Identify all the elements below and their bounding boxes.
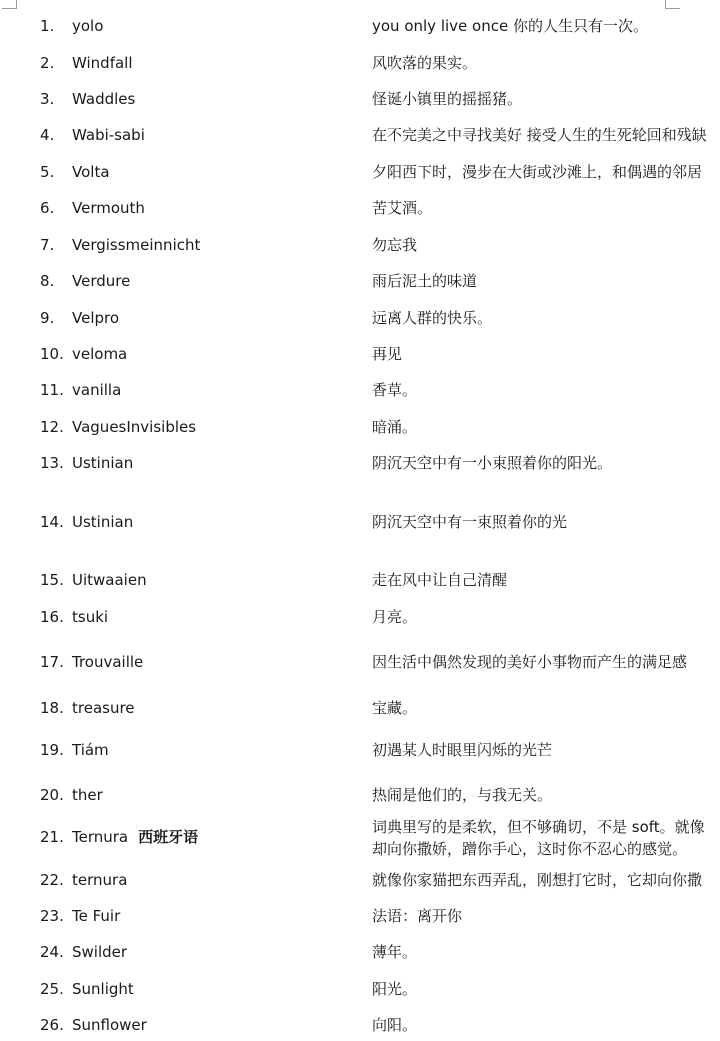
- definition-line: 阳光。: [372, 980, 418, 998]
- item-number: 2.: [40, 54, 55, 72]
- item-word: [72, 570, 147, 590]
- item-number: 14.: [40, 513, 64, 531]
- item-definition: [372, 380, 720, 400]
- word-text: Vergissmeinnicht: [72, 236, 201, 254]
- word-text: Volta: [72, 163, 110, 181]
- item-word: [72, 380, 121, 400]
- definition-line: 宝藏。: [372, 699, 418, 717]
- definition-line: 热闹是他们的，与我无关。: [372, 786, 553, 804]
- item-number: 22.: [40, 871, 64, 889]
- item-word: [72, 417, 196, 437]
- word-text: treasure: [72, 699, 135, 717]
- item-definition: [372, 607, 720, 627]
- word-text: Te Fuir: [72, 907, 121, 925]
- item-definition: [372, 740, 720, 760]
- item-definition: [372, 942, 720, 962]
- word-text: Ternura: [72, 828, 129, 846]
- item-definition: [372, 816, 720, 860]
- word-text: ther: [72, 786, 103, 804]
- item-number: 18.: [40, 699, 64, 717]
- item-word: [72, 698, 135, 718]
- item-definition: [372, 53, 720, 73]
- item-definition: [372, 512, 720, 532]
- definition-line: 勿忘我: [372, 236, 418, 254]
- item-word: [72, 942, 127, 962]
- item-word: [72, 827, 198, 847]
- item-word: [72, 906, 120, 926]
- item-word: [72, 271, 130, 291]
- item-number: 25.: [40, 980, 64, 998]
- definition-line: 向阳。: [372, 1016, 418, 1034]
- word-text: Ustinian: [72, 513, 134, 531]
- definition-line: 法语：离开你: [372, 907, 463, 925]
- item-definition: [372, 308, 720, 328]
- item-number: 15.: [40, 571, 64, 589]
- item-definition: [372, 162, 720, 182]
- definition-line: 苦艾酒。: [372, 199, 433, 217]
- item-definition: [372, 1015, 720, 1035]
- item-number: 19.: [40, 741, 64, 759]
- definition-line: 却向你撒娇，蹭你手心，这时你不忍心的感觉。: [372, 840, 688, 858]
- item-definition: [372, 344, 720, 364]
- item-number: 24.: [40, 943, 64, 961]
- item-definition: [372, 235, 720, 255]
- item-definition: [372, 198, 720, 218]
- item-definition: [372, 271, 720, 291]
- definition-line: you only live once 你的人生只有一次。: [372, 17, 648, 35]
- item-definition: [372, 698, 720, 718]
- item-number: 16.: [40, 608, 64, 626]
- item-word: [72, 308, 119, 328]
- item-definition: [372, 125, 720, 145]
- word-text: Ustinian: [72, 454, 134, 472]
- item-word: [72, 235, 200, 255]
- definition-line: 雨后泥土的味道: [372, 272, 478, 290]
- word-text: Uitwaaien: [72, 571, 147, 589]
- word-text: Tiám: [72, 741, 109, 759]
- item-definition: [372, 453, 720, 473]
- item-definition: [372, 652, 720, 672]
- item-number: 8.: [40, 272, 55, 290]
- item-word: [72, 453, 133, 473]
- page-corner-mark: [665, 0, 680, 9]
- item-number: 23.: [40, 907, 64, 925]
- definition-line: 远离人群的快乐。: [372, 309, 493, 327]
- word-text: Sunflower: [72, 1016, 147, 1034]
- item-number: 7.: [40, 236, 55, 254]
- item-number: 20.: [40, 786, 64, 804]
- word-text: ternura: [72, 871, 128, 889]
- definition-line: 风吹落的果实。: [372, 54, 478, 72]
- definition-line: 再见: [372, 345, 403, 363]
- item-word: [72, 198, 145, 218]
- item-number: 9.: [40, 309, 55, 327]
- item-definition: [372, 570, 720, 590]
- item-word: [72, 162, 110, 182]
- item-definition: [372, 906, 720, 926]
- word-text: Swilder: [72, 943, 128, 961]
- word-text: veloma: [72, 345, 128, 363]
- item-word: [72, 652, 143, 672]
- item-number: 21.: [40, 828, 64, 846]
- word-text: Vermouth: [72, 199, 145, 217]
- definition-line: 月亮。: [372, 608, 418, 626]
- item-number: 1.: [40, 17, 55, 35]
- item-word: [72, 785, 103, 805]
- language-tag: 西班牙语: [138, 828, 199, 846]
- item-word: [72, 1015, 147, 1035]
- definition-line: 阴沉天空中有一小束照着你的阳光。: [372, 454, 613, 472]
- item-number: 5.: [40, 163, 55, 181]
- definition-line: 暗涌。: [372, 418, 418, 436]
- item-word: [72, 870, 127, 890]
- definition-line: 阴沉天空中有一束照着你的光: [372, 513, 568, 531]
- item-word: [72, 125, 145, 145]
- definition-line: 初遇某人时眼里闪烁的光芒: [372, 741, 553, 759]
- item-number: 12.: [40, 418, 64, 436]
- word-text: Trouvaille: [72, 653, 144, 671]
- item-number: 3.: [40, 90, 55, 108]
- definition-line: 夕阳西下时，漫步在大街或沙滩上，和偶遇的邻居: [372, 163, 703, 181]
- item-word: [72, 512, 133, 532]
- item-number: 11.: [40, 381, 64, 399]
- word-text: Waddles: [72, 90, 136, 108]
- word-text: Wabi-sabi: [72, 126, 145, 144]
- item-number: 6.: [40, 199, 55, 217]
- item-word: [72, 53, 133, 73]
- page-corner-mark: [2, 0, 17, 9]
- item-word: [72, 979, 134, 999]
- word-text: VaguesInvisibles: [72, 418, 197, 436]
- item-definition: [372, 16, 720, 36]
- definition-line: 香草。: [372, 381, 418, 399]
- item-number: 4.: [40, 126, 55, 144]
- item-number: 13.: [40, 454, 64, 472]
- definition-line: 词典里写的是柔软，但不够确切，不是 soft。就像: [372, 818, 705, 836]
- item-number: 17.: [40, 653, 64, 671]
- definition-line: 就像你家猫把东西弄乱，刚想打它时，它却向你撒: [372, 871, 703, 889]
- item-definition: [372, 417, 720, 437]
- item-definition: [372, 979, 720, 999]
- word-text: vanilla: [72, 381, 122, 399]
- item-word: [72, 740, 109, 760]
- word-text: Verdure: [72, 272, 131, 290]
- item-word: [72, 89, 135, 109]
- definition-line: 走在风中让自己清醒: [372, 571, 508, 589]
- item-word: [72, 607, 108, 627]
- definition-line: 在不完美之中寻找美好 接受人生的生死轮回和残缺: [372, 126, 707, 144]
- item-word: [72, 16, 103, 36]
- item-definition: [372, 785, 720, 805]
- item-word: [72, 344, 127, 364]
- word-text: Windfall: [72, 54, 133, 72]
- word-text: yolo: [72, 17, 104, 35]
- item-number: 10.: [40, 345, 64, 363]
- word-text: Sunlight: [72, 980, 134, 998]
- definition-line: 薄年。: [372, 943, 418, 961]
- item-definition: [372, 89, 720, 109]
- word-text: tsuki: [72, 608, 109, 626]
- item-definition: [372, 870, 720, 890]
- item-number: 26.: [40, 1016, 64, 1034]
- definition-line: 怪诞小镇里的摇摇猪。: [372, 90, 523, 108]
- definition-line: 因生活中偶然发现的美好小事物而产生的满足感: [372, 653, 688, 671]
- word-text: Velpro: [72, 309, 120, 327]
